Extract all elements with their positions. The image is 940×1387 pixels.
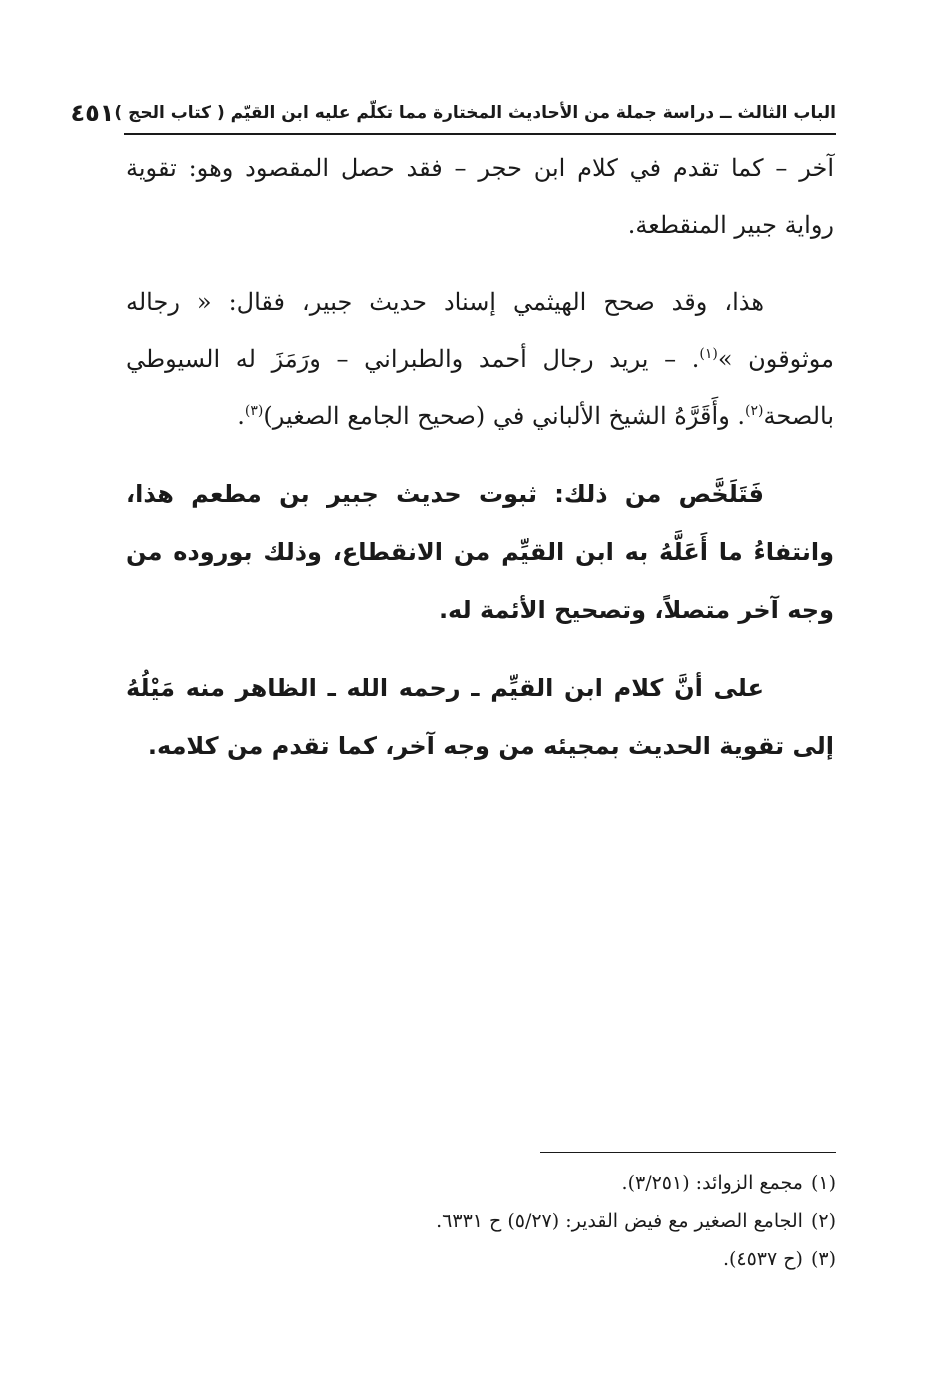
paragraph-text: . – يريد رجال أحمد والطبراني – ورَمَزَ له السيوطي بالصحة	[126, 345, 834, 430]
footnote-divider	[540, 1152, 836, 1153]
footnote-ref-2[interactable]: (٢)	[745, 403, 764, 419]
page-number: ٤٥١	[70, 99, 115, 127]
page-header	[70, 96, 836, 130]
footnotes	[126, 1166, 836, 1280]
paragraph-text: فَتَلَخَّص من ذلك: ثبوت حديث جبير بن مطعم هذا، وانتفاءُ ما أَعَلَّهُ به ابن القيِّم من الانقطاع، وذلك بوروده من وجه آخر متصلاً، وتصحيح الأئمة له.	[126, 480, 834, 624]
paragraph-summary	[126, 465, 834, 639]
footnote-number: (٣)	[810, 1248, 836, 1270]
footnote-ref-1[interactable]: (١)	[699, 346, 718, 362]
paragraph-haythami	[126, 274, 834, 445]
footnote-text: مجمع الزوائد: (٣/٢٥١).	[621, 1172, 803, 1194]
paragraph-text: على أنَّ كلام ابن القيِّم ـ رحمه الله ـ الظاهر منه مَيْلُهُ إلى تقوية الحديث بمجيئه من وجه آخر، كما تقدم من كلامه.	[126, 674, 834, 760]
footnote-number: (٢)	[810, 1210, 836, 1232]
footnote-3	[126, 1242, 836, 1276]
paragraph-conclusion	[126, 659, 834, 775]
footnote-2	[126, 1204, 836, 1238]
footnote-text: الجامع الصغير مع فيض القدير: (٥/٢٧) ح ٦٣٣١.	[436, 1210, 803, 1232]
paragraph-text: .	[237, 402, 245, 430]
paragraph-continuation	[126, 140, 834, 254]
main-text	[126, 140, 834, 795]
paragraph-text: . وأَقَرَّهُ الشيخ الألباني في (صحيح الجامع الصغير)	[263, 402, 746, 430]
paragraph-text: هذا، وقد صحح الهيثمي إسناد حديث جبير، فقال: « رجاله موثوقون »	[126, 288, 835, 373]
footnote-ref-3[interactable]: (٣)	[244, 403, 264, 419]
paragraph-text: آخر – كما تقدم في كلام ابن حجر – فقد حصل المقصود وهو: تقوية رواية جبير المنقطعة.	[126, 154, 834, 239]
footnote-1	[126, 1166, 836, 1200]
footnote-text: (ح ٤٥٣٧).	[722, 1248, 803, 1270]
running-title: الباب الثالث ــ دراسة جملة من الأحاديث المختارة مما تكلّم عليه ابن القيّم ( كتاب الحج )	[114, 103, 836, 123]
header-divider	[124, 133, 836, 135]
footnote-number: (١)	[810, 1172, 836, 1194]
